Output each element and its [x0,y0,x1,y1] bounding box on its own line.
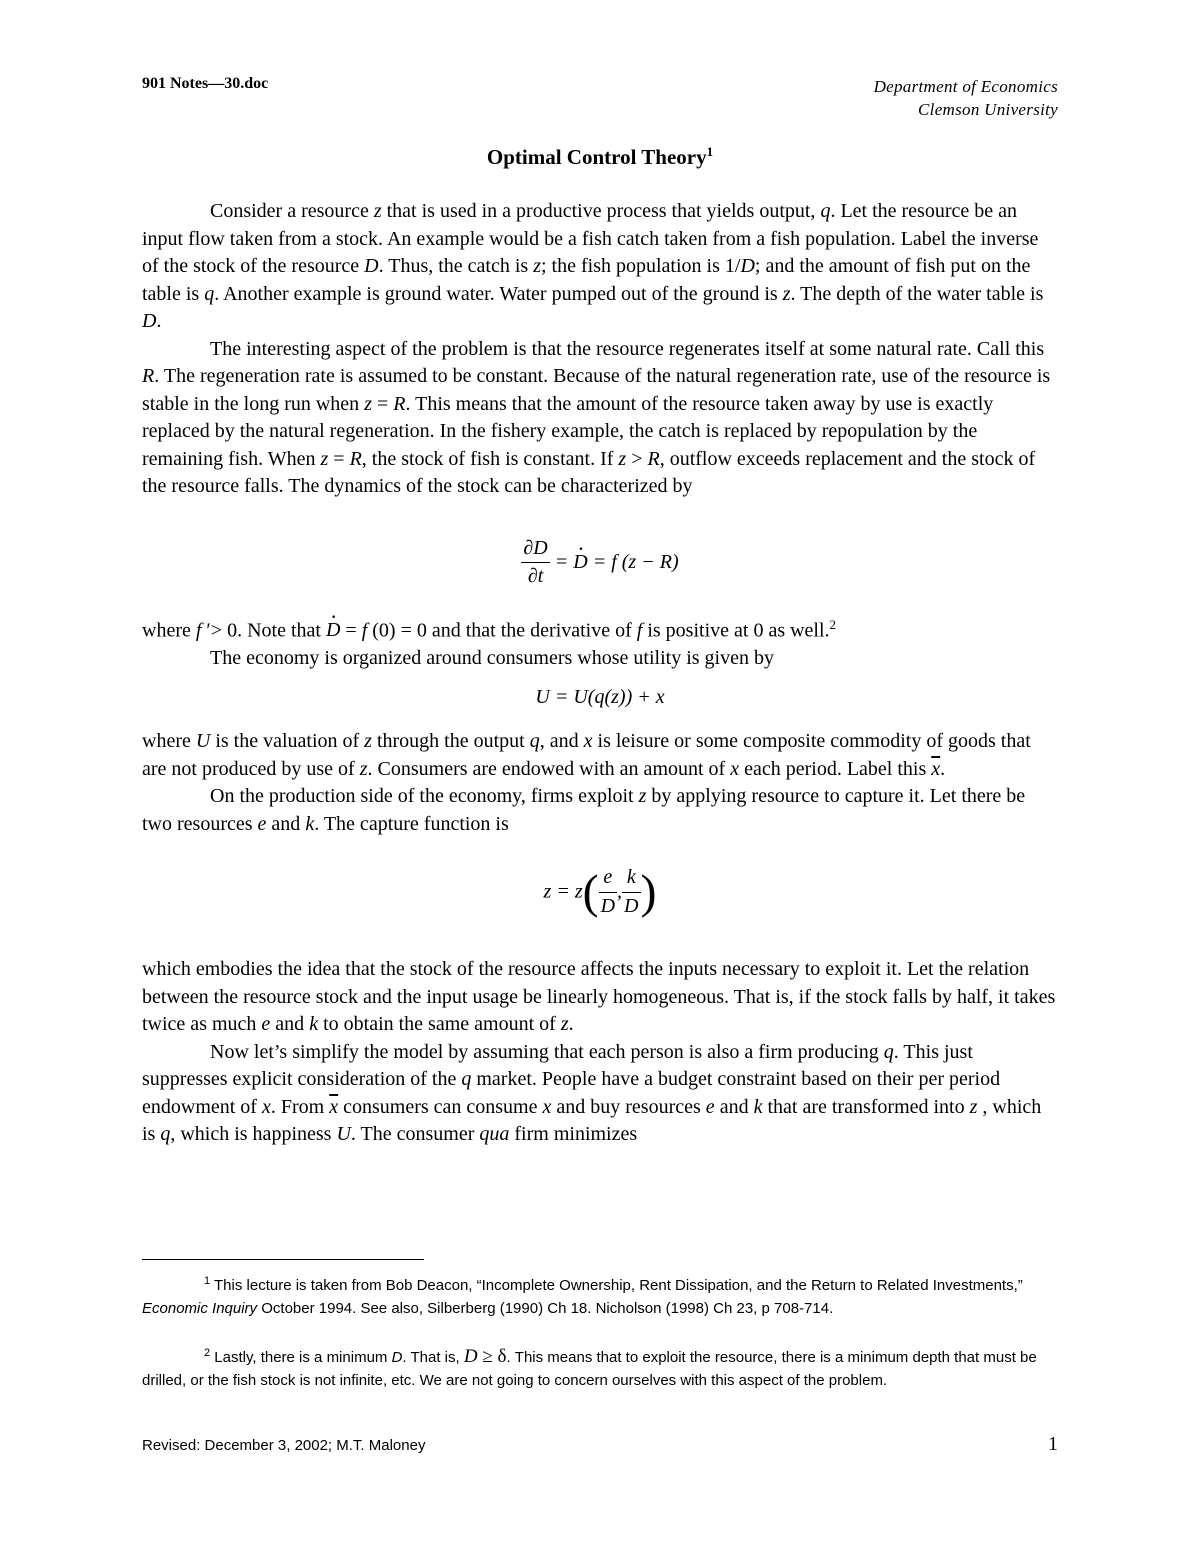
footnote-2: $^2$ Lastly, there is a minimum D. That is, D ≥ δ. This means that to exploit the resource, there is a minimum depth that must be drilled, or the fish stock is not infinite, etc. We are not going to concern ourselves with this aspect of the problem. [142,1346,1037,1389]
page-title-text: Optimal Control Theory [486,145,707,169]
equation-capture-function: z = z( $\frac{e}{D}$ , $\frac{k}{D}$ ) [543,865,657,919]
equation-stock-dynamics: $\frac{\partial D}{\partial t}$ = · D = f (z − R) [142,501,1058,611]
paragraph-5: where U is the valuation of z through the output q, and x is leisure or some composite commodity of goods that are not produced by use of z. Consumers are endowed with an amount of x each period. Label this $\overline{x}$. [142,730,1031,780]
paragraph-3: where f ′> 0. Note that · D = f (0) = 0 and that the derivative of f is positive at 0 as well.$^2$ [142,611,1058,645]
header-department [874,75,1058,121]
paragraph-8: Now let’s simplify the model by assuming that each person is also a firm producing q. This just suppresses explicit consideration of the q market. People have a budget constraint based on their per period endowment of x. From $\overline{x}$ consumers can consume x and buy resources e and k that are transformed into z , which is q, which is happiness U. The consumer qua firm minimizes [142,1040,1042,1146]
page-title [0,144,1200,170]
paragraph-7: which embodies the idea that the stock of the resource affects the inputs necessary to exploit it. Let the relation between the resource stock and the input usage be linearly homogeneous. That is, if the stock falls by half, it takes twice as much e and k to obtain the same amount of z. [142,958,1056,1036]
footnote-2-number: 2 [204,1347,211,1359]
footer-revised: Revised: December 3, 2002; M.T. Maloney [142,1437,426,1454]
equation-utility: U = U(q(z)) + x [535,686,665,709]
header-filename: 901 Notes—30.doc [142,75,269,92]
footnote-separator [142,1259,424,1260]
header-department-name: Department of Economics [873,77,1058,96]
paragraph-2: The interesting aspect of the problem is that the resource regenerates itself at some natural rate. Call this R. The regeneration rate is assumed to be constant. Because of the natural regeneration rate, use of the resource is stable in the long run when z = R. This means that the amount of the resource taken away by use is exactly replaced by the natural regeneration. In the fishery example, the catch is replaced by repopulation by the remaining fish. When z = R, the stock of fish is constant. If z > R, outflow exceeds replacement and the stock of the resource falls. The dynamics of the stock can be characterized by [142,337,1051,497]
paragraph-1: Consider a resource z that is used in a productive process that yields output, q. Let the resource be an input flow taken from a stock. An example would be a fish catch taken from a fish population. Label the inverse of the stock of the resource D. Thus, the catch is z; the fish population is 1/D; and the amount of fish put on the table is q. Another example is ground water. Water pumped out of the ground is z. The depth of the water table is D. [142,200,1044,332]
footnote-1-number: 1 [204,1275,211,1287]
paragraph-6: On the production side of the economy, firms exploit z by applying resource to capture it. Let there be two resources e and k. The capture function is [142,785,1026,835]
header-university-name: Clemson University [918,100,1058,119]
document-body [142,198,1058,1149]
paragraph-4: The economy is organized around consumers whose utility is given by [210,646,774,669]
footnote-mark-2: 2 [829,616,837,632]
title-footnote-mark: 1 [706,144,714,159]
footer-page-number: 1 [1048,1433,1058,1455]
footnote-1: $^1$ This lecture is taken from Bob Deacon, “Incomplete Ownership, Rent Dissipation, and the Return to Related Investments,” Economic Inquiry October 1994. See also, Silberberg (1990) Ch 18. Nicholson (1998) Ch 23, p 708-714. [142,1275,1023,1317]
